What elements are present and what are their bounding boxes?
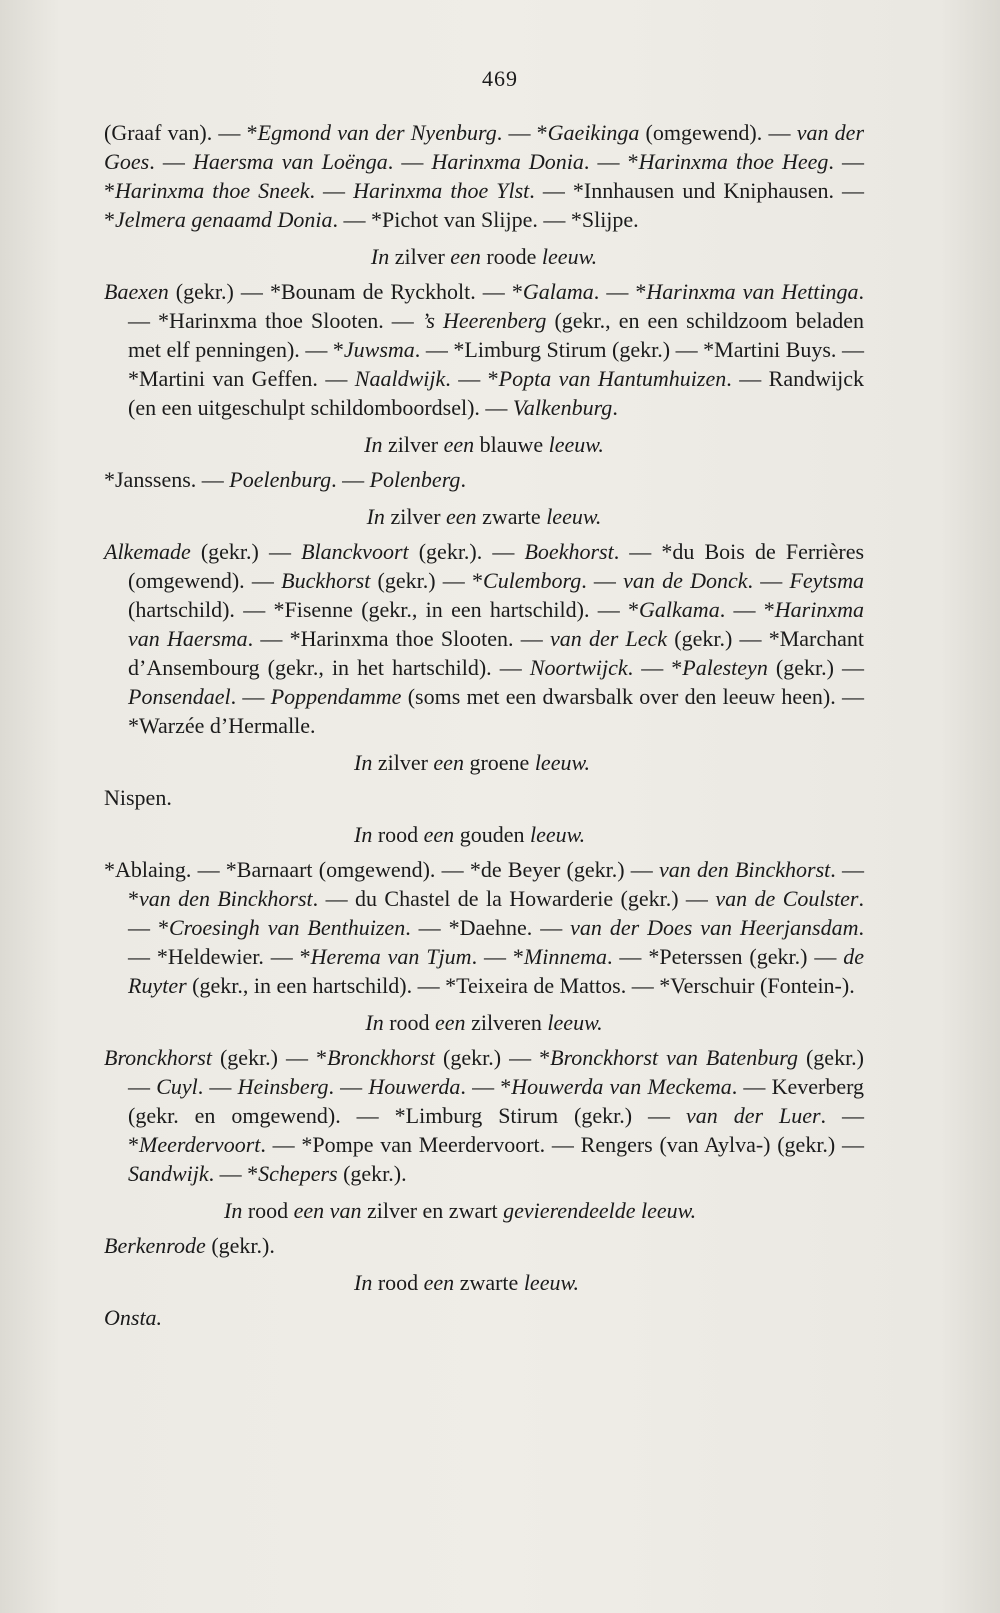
italic-text: Gaeikinga <box>547 120 640 145</box>
italic-text: Harinxma thoe Heeg <box>638 149 829 174</box>
text-run: (hartschild). — *Fisenne (gekr., in een hartschild). — * <box>128 597 640 622</box>
text-run: rood <box>372 822 424 847</box>
italic-text: leeuw. <box>546 504 602 529</box>
text-run: . — <box>387 149 432 174</box>
text-run: (gekr.) — <box>190 539 302 564</box>
text-run: . — <box>747 568 790 593</box>
document-body <box>104 118 864 1336</box>
text-run: blauwe <box>474 432 549 457</box>
italic-text: een van <box>293 1198 362 1223</box>
text-run: zilver <box>372 750 434 775</box>
text-run: rood <box>383 1010 436 1035</box>
italic-text: In <box>354 822 373 847</box>
text-run: (gekr.) — * <box>211 1045 328 1070</box>
text-paragraph <box>104 783 864 812</box>
italic-text: Egmond van der Nyenburg <box>257 120 497 145</box>
text-run: . <box>460 467 466 492</box>
italic-text: Bronckhorst <box>327 1045 436 1070</box>
text-run: . — <box>197 1074 238 1099</box>
text-run: roode <box>480 244 542 269</box>
text-run: . — * <box>593 279 647 304</box>
section-heading <box>104 430 864 459</box>
text-paragraph <box>104 1043 864 1188</box>
text-run: . — * <box>128 1103 865 1157</box>
italic-text: Cuyl <box>156 1074 198 1099</box>
text-run: . — <box>331 467 370 492</box>
italic-text: Harinxma van Haersma <box>128 597 864 651</box>
text-run: *Janssens. — <box>104 467 230 492</box>
italic-text: Haersma van Loënga <box>193 149 388 174</box>
text-run: . — * <box>208 1161 259 1186</box>
italic-text: In <box>370 244 390 269</box>
text-run: (gekr.). <box>337 1161 407 1186</box>
text-run: (omgewend). — <box>639 120 797 145</box>
section-heading <box>104 1008 864 1037</box>
italic-text: van den Binckhorst <box>139 886 313 911</box>
italic-text: In <box>366 504 385 529</box>
text-run: . — <box>309 178 354 203</box>
italic-text: de Ruyter <box>128 944 865 998</box>
text-run: rood <box>242 1198 294 1223</box>
text-run: rood <box>372 1270 424 1295</box>
italic-text: Blanckvoort <box>301 539 409 564</box>
text-run: (gekr.). <box>205 1233 275 1258</box>
text-run: (gekr.) — * <box>435 1045 551 1070</box>
italic-text: leeuw. <box>534 750 590 775</box>
italic-text: Culemborg <box>483 568 582 593</box>
italic-text: een <box>433 750 464 775</box>
italic-text: van der Leck <box>549 626 668 651</box>
italic-text: Bronckhorst <box>104 1045 212 1070</box>
text-run: . — <box>581 568 624 593</box>
italic-text: ’s Heerenberg <box>421 308 547 333</box>
text-run: zwarte <box>454 1270 524 1295</box>
italic-text: een <box>423 822 455 847</box>
italic-text: Palesteyn <box>682 655 768 680</box>
italic-text: Bronckhorst van Batenburg <box>550 1045 798 1070</box>
section-heading <box>354 820 864 849</box>
italic-text: Croesingh van Benthuizen <box>168 915 406 940</box>
text-run: . — *Pompe van Meerdervoort. — Rengers (van Aylva-) (gekr.) — <box>260 1132 864 1157</box>
text-paragraph <box>104 1231 864 1260</box>
italic-text: Jelmera genaamd Donia <box>115 207 333 232</box>
italic-text: leeuw. <box>529 822 586 847</box>
italic-text: Harinxma Donia <box>431 149 584 174</box>
text-run: . — *Innhausen und Kniphausen. — * <box>104 178 865 232</box>
text-run: (gekr.) — * <box>370 568 484 593</box>
text-run: zilver en zwart <box>361 1198 504 1223</box>
text-run: (Graaf van). — * <box>104 120 258 145</box>
italic-text: Valkenburg <box>512 395 613 420</box>
italic-text: leeuw. <box>523 1270 579 1295</box>
italic-text: Schepers <box>258 1161 338 1186</box>
text-paragraph <box>104 537 864 740</box>
text-run: zilver <box>384 504 447 529</box>
italic-text: Houwerda van Meckema <box>511 1074 732 1099</box>
section-heading <box>224 1196 864 1225</box>
text-run: (soms met een dwarsbalk over den leeuw heen). — *Warzée d’Hermalle. <box>128 684 865 738</box>
italic-text: van de Coulster <box>715 886 859 911</box>
italic-text: Alkemade <box>104 539 191 564</box>
italic-text: van der Luer <box>685 1103 821 1128</box>
italic-text: Herema van Tjum <box>310 944 472 969</box>
italic-text: van der Does van Heerjansdam <box>570 915 859 940</box>
italic-text: In <box>354 750 373 775</box>
italic-text: Boekhorst <box>524 539 614 564</box>
text-run: . — <box>149 149 193 174</box>
text-run: . — * <box>128 886 864 940</box>
italic-text: Poelenburg <box>229 467 332 492</box>
italic-text: Ponsendael <box>128 684 231 709</box>
text-run: . — * <box>460 1074 512 1099</box>
text-run: . — Keverberg (gekr. en omgewend). — *Limburg Stirum (gekr.) — <box>128 1074 865 1128</box>
italic-text: In <box>364 432 383 457</box>
text-run: . — * <box>104 149 865 203</box>
italic-text: Berkenrode <box>104 1233 206 1258</box>
text-paragraph <box>104 465 864 494</box>
text-run: . — * <box>627 655 683 680</box>
italic-text: In <box>354 1270 373 1295</box>
italic-text: van de Donck <box>623 568 748 593</box>
text-paragraph <box>104 277 864 422</box>
italic-text: Harinxma van Hettinga <box>646 279 859 304</box>
italic-text: een <box>446 504 477 529</box>
text-run: . <box>612 395 618 420</box>
italic-text: leeuw. <box>548 432 604 457</box>
text-run: . — *Harinxma thoe Slooten. — <box>128 279 864 333</box>
italic-text: Meerdervoort <box>139 1132 261 1157</box>
italic-text: Minnema <box>523 944 608 969</box>
text-run: gouden <box>454 822 530 847</box>
italic-text: Naaldwijk <box>354 366 446 391</box>
italic-text: Buckhorst <box>281 568 371 593</box>
italic-text: In <box>224 1198 243 1223</box>
italic-text: gevierendeelde leeuw. <box>503 1198 697 1223</box>
italic-text: Galama <box>522 279 594 304</box>
section-heading <box>104 502 864 531</box>
italic-text: een <box>450 244 481 269</box>
text-run: . — Randwijck (en een uitgeschulpt schildomboordsel). — <box>128 366 864 420</box>
page-number: 469 <box>482 66 518 91</box>
text-run: zwarte <box>476 504 547 529</box>
italic-text: een <box>435 1010 466 1035</box>
italic-text: Sandwijk <box>128 1161 209 1186</box>
text-run: . — du Chastel de la Howarderie (gekr.) — <box>312 886 716 911</box>
italic-text: Juwsma <box>343 337 415 362</box>
italic-text: Poppendamme <box>270 684 402 709</box>
italic-text: Galkama <box>639 597 720 622</box>
text-run: . — *Peterssen (gekr.) — <box>607 944 844 969</box>
section-heading <box>354 1268 864 1297</box>
text-run: . — <box>328 1074 369 1099</box>
text-run: (gekr.) — <box>128 1045 865 1099</box>
italic-text: leeuw. <box>541 244 598 269</box>
text-run: . — *Heldewier. — * <box>128 915 864 969</box>
text-run: . — *Limburg Stirum (gekr.) — *Martini Buys. — *Martini van Geffen. — <box>128 337 864 391</box>
italic-text: Onsta. <box>104 1305 163 1330</box>
text-run: . — * <box>719 597 775 622</box>
italic-text: Noortwijck <box>529 655 628 680</box>
text-run: Nispen. <box>104 785 172 810</box>
italic-text: Harinxma thoe Ylst <box>353 178 530 203</box>
italic-text: een <box>443 432 475 457</box>
italic-text: Heinsberg <box>237 1074 329 1099</box>
italic-text: een <box>423 1270 455 1295</box>
text-run: . — *du Bois de Ferrières (omgewend). — <box>128 539 865 593</box>
italic-text: Baexen <box>104 279 169 304</box>
text-run: (gekr.). — <box>408 539 525 564</box>
text-run: (gekr., in een hartschild). — *Teixeira de Mattos. — *Verschuir (Fontein-). <box>186 973 855 998</box>
italic-text: van den Binckhorst <box>659 857 831 882</box>
italic-text: van der Goes <box>104 120 865 174</box>
text-run: (gekr.) — <box>767 655 865 680</box>
text-run: (gekr.) — *Bounam de Ryckholt. — * <box>168 279 523 304</box>
text-paragraph <box>104 855 864 1000</box>
italic-text: Houwerda <box>368 1074 461 1099</box>
italic-text: Popta van Hantumhuizen <box>498 366 727 391</box>
text-run: . — *Pichot van Slijpe. — *Slijpe. <box>332 207 639 232</box>
text-run: *Ablaing. — *Barnaart (omgewend). — *de Beyer (gekr.) — <box>104 857 660 882</box>
text-run: groene <box>463 750 535 775</box>
text-paragraph <box>104 118 864 234</box>
text-run: . — *Daehne. — <box>405 915 571 940</box>
text-run: (gekr., en een schildzoom beladen met elf penningen). — * <box>128 308 864 362</box>
text-run: zilver <box>382 432 444 457</box>
text-run: . — * <box>445 366 499 391</box>
text-run: . — * <box>583 149 639 174</box>
text-run: zilveren <box>465 1010 548 1035</box>
text-run: . — * <box>471 944 524 969</box>
text-run: . — *Harinxma thoe Slooten. — <box>247 626 550 651</box>
text-run: . — * <box>128 857 864 911</box>
italic-text: Harinxma thoe Sneek <box>115 178 310 203</box>
italic-text: leeuw. <box>547 1010 603 1035</box>
text-run: . — * <box>496 120 548 145</box>
italic-text: Polenberg <box>369 467 461 492</box>
text-run: (gekr.) — *Marchant d’Ansembourg (gekr., in het hartschild). — <box>128 626 864 680</box>
section-heading <box>104 242 864 271</box>
text-paragraph <box>104 1303 864 1332</box>
italic-text: In <box>365 1010 384 1035</box>
text-run: . — <box>230 684 271 709</box>
text-run: zilver <box>389 244 451 269</box>
italic-text: Feytsma <box>789 568 864 593</box>
section-heading <box>354 748 864 777</box>
